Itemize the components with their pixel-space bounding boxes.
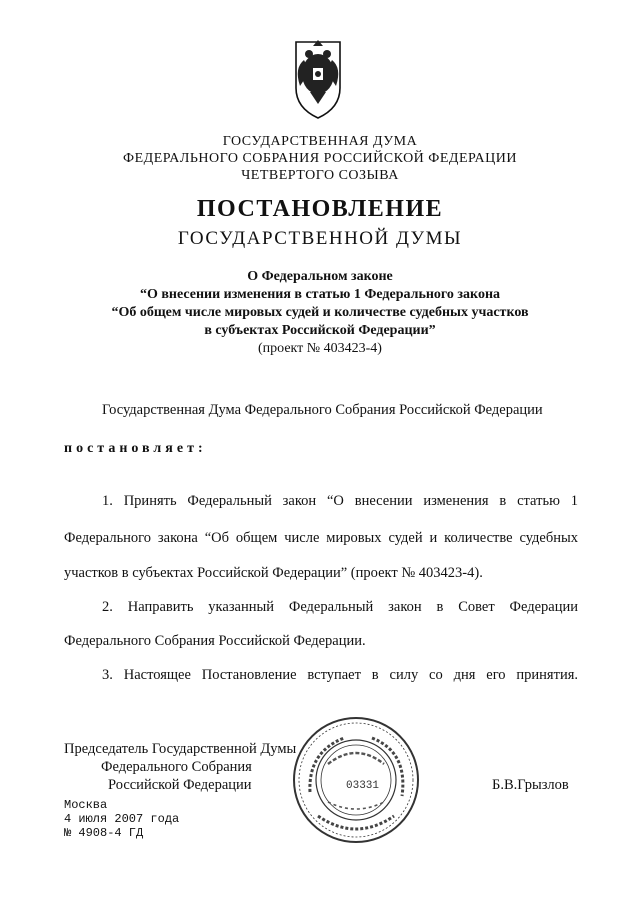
item-2-line-2: Федерального Собрания Российской Федерации.	[64, 633, 366, 649]
svg-text:03331: 03331	[346, 780, 380, 792]
item-2-line-1: 2. Направить указанный Федеральный закон в Совет Федерации	[102, 599, 578, 615]
subject-line-3: “Об общем числе мировых судей и количестве судебных участков	[111, 305, 529, 320]
item-3-line-1: 3. Настоящее Постановление вступает в силу со дня его принятия.	[102, 667, 578, 683]
official-seal-stamp	[288, 712, 424, 848]
document-title: ПОСТАНОВЛЕНИЕ	[196, 196, 444, 222]
footer-city: Москва	[64, 798, 108, 812]
draft-number: (проект № 403423-4)	[258, 341, 382, 356]
header-line-duma: ГОСУДАРСТВЕННАЯ ДУМА	[222, 134, 418, 149]
header-line-assembly: ФЕДЕРАЛЬНОГО СОБРАНИЯ РОССИЙСКОЙ ФЕДЕРАЦИИ	[123, 151, 517, 166]
preamble: Государственная Дума Федерального Собрания Российской Федерации	[102, 402, 543, 418]
signatory-position-line-3: Российской Федерации	[108, 777, 252, 793]
header-line-convocation: ЧЕТВЕРТОГО СОЗЫВА	[241, 168, 399, 183]
footer-number: № 4908-4 ГД	[64, 826, 144, 840]
signatory-position-line-2: Федерального Собрания	[101, 759, 252, 775]
item-1-line-3: участков в субъектах Российской Федерации” (проект № 403423-4).	[64, 565, 483, 581]
document-subtitle: ГОСУДАРСТВЕННОЙ ДУМЫ	[177, 228, 463, 249]
item-1-line-1: 1. Принять Федеральный закон “О внесении изменения в статью 1	[102, 493, 578, 509]
signatory-position-line-1: Председатель Государственной Думы	[64, 741, 297, 757]
footer-date: 4 июля 2007 года	[64, 812, 180, 826]
subject-line-2: “О внесении изменения в статью 1 Федерального закона	[139, 287, 501, 302]
decree-word: постановляет:	[64, 441, 207, 456]
coat-of-arms-emblem	[282, 34, 354, 124]
item-1-line-2: Федерального закона “Об общем числе мировых судей и количестве судебных	[64, 530, 578, 546]
subject-line-1: О Федеральном законе	[247, 269, 393, 284]
signatory-name: Б.В.Грызлов	[492, 777, 569, 793]
subject-line-4: в субъектах Российской Федерации”	[204, 323, 436, 338]
